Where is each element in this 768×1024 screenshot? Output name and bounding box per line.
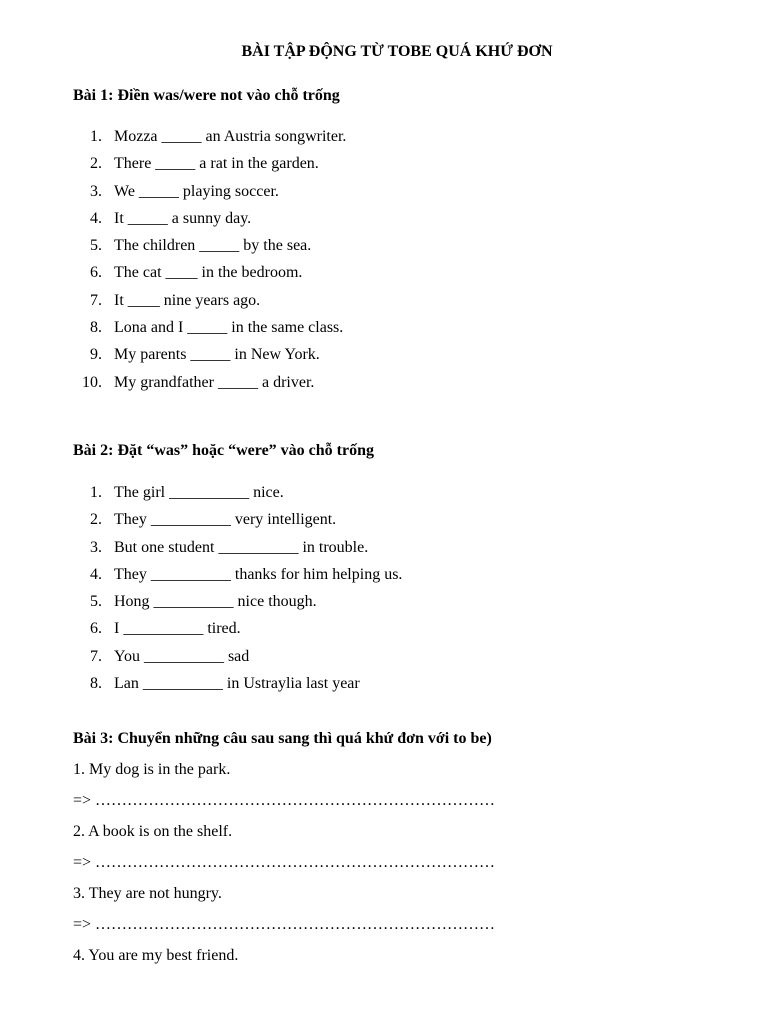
list-item	[0, 127, 768, 154]
document-title: BÀI TẬP ĐỘNG TỪ TOBE QUÁ KHỨ ĐƠN	[241, 43, 553, 60]
list-item	[0, 154, 768, 181]
list-item	[0, 510, 768, 537]
item-number: 3.	[90, 538, 102, 556]
list-item	[0, 345, 768, 372]
item-text: It ____ nine years ago.	[114, 291, 261, 309]
item-number: 8.	[90, 319, 102, 337]
item-number: 7.	[90, 291, 102, 309]
item-number: 4.	[90, 565, 102, 583]
item-number: 2.	[90, 511, 102, 529]
item-number: 5.	[90, 593, 102, 611]
item-text: Mozza _____ an Austria songwriter.	[114, 128, 347, 145]
answer-line: => …………………………………………………………………	[73, 792, 496, 809]
list-item	[0, 674, 768, 701]
item-text: I __________ tired.	[114, 620, 241, 638]
item-number: 3.	[90, 182, 102, 200]
list-item	[0, 373, 768, 400]
item-text: You __________ sad	[114, 647, 250, 665]
sentence-line: 3. They are not hungry.	[73, 885, 222, 902]
item-number: 1.	[90, 128, 102, 145]
list-item	[0, 236, 768, 263]
item-text: My parents _____ in New York.	[114, 346, 320, 364]
item-number: 7.	[90, 647, 102, 665]
sentence-line: 2. A book is on the shelf.	[73, 823, 233, 840]
exercise-1-list	[0, 127, 768, 400]
item-text: The girl __________ nice.	[114, 484, 284, 501]
exercise-2-list	[0, 483, 768, 701]
item-text: We _____ playing soccer.	[114, 182, 279, 200]
item-text: But one student __________ in trouble.	[114, 538, 369, 556]
item-number: 6.	[90, 620, 102, 638]
item-text: Lona and I _____ in the same class.	[114, 319, 344, 337]
item-text: The cat ____ in the bedroom.	[114, 264, 303, 282]
sentence-line: 1. My dog is in the park.	[73, 761, 231, 778]
item-text: There _____ a rat in the garden.	[114, 155, 319, 173]
list-item	[0, 263, 768, 290]
list-item	[0, 565, 768, 592]
item-text: They __________ very intelligent.	[114, 511, 337, 529]
item-number: 2.	[90, 155, 102, 173]
exercise-2-heading: Bài 2: Đặt “was” hoặc “were” vào chỗ trống	[73, 442, 375, 459]
item-number: 10.	[82, 373, 102, 391]
exercise-3-heading: Bài 3: Chuyển những câu sau sang thì quá khứ đơn với to be)	[73, 730, 492, 747]
list-item	[0, 483, 768, 510]
list-item	[0, 619, 768, 646]
item-number: 4.	[90, 209, 102, 227]
list-item	[0, 291, 768, 318]
list-item	[0, 318, 768, 345]
item-number: 9.	[90, 346, 102, 364]
answer-line: => …………………………………………………………………	[73, 916, 496, 933]
item-text: Lan __________ in Ustraylia last year	[114, 675, 360, 693]
exercise-1-heading: Bài 1: Điền was/were not vào chỗ trống	[73, 87, 340, 104]
answer-line: => …………………………………………………………………	[73, 854, 496, 871]
list-item	[0, 182, 768, 209]
list-item	[0, 592, 768, 619]
item-number: 5.	[90, 237, 102, 255]
list-item	[0, 538, 768, 565]
item-text: My grandfather _____ a driver.	[114, 373, 315, 391]
list-item	[0, 647, 768, 674]
item-number: 1.	[90, 484, 102, 501]
item-text: It _____ a sunny day.	[114, 209, 252, 227]
item-number: 8.	[90, 675, 102, 693]
sentence-line: 4. You are my best friend.	[73, 947, 239, 964]
item-text: Hong __________ nice though.	[114, 593, 317, 611]
list-item	[0, 209, 768, 236]
item-text: They __________ thanks for him helping us.	[114, 565, 403, 583]
item-number: 6.	[90, 264, 102, 282]
item-text: The children _____ by the sea.	[114, 237, 312, 255]
